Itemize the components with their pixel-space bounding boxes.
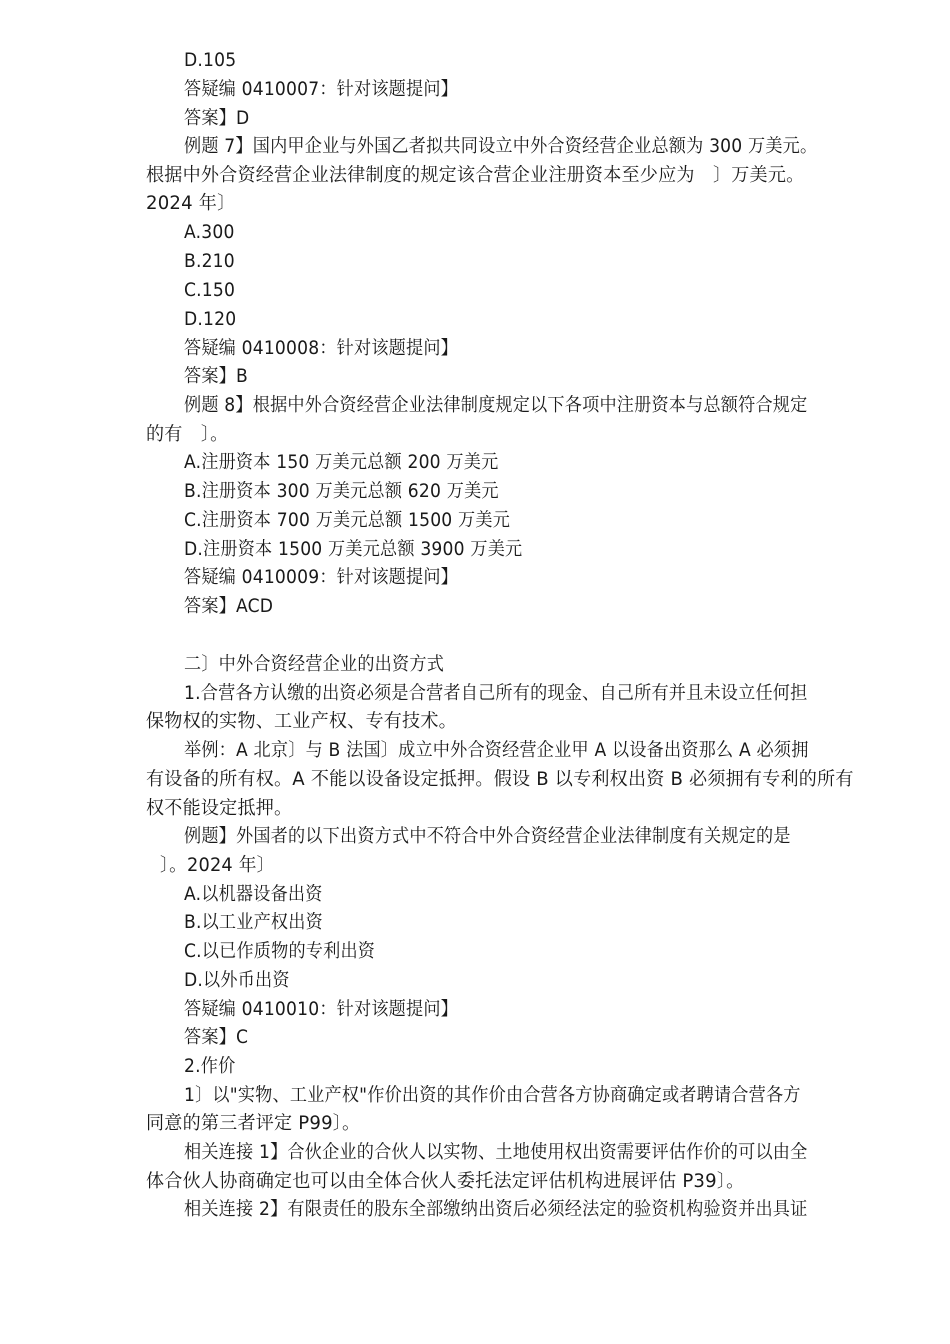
text-line: 相关连接 2】有限责任的股东全部缴纳出资后必须经法定的验资机构验资并出具证 [184, 1199, 808, 1220]
answer-line: 答案】B [184, 366, 248, 387]
option-d: D.注册资本 1500 万美元总额 3900 万美元 [184, 539, 523, 560]
text-line: 答案】D [184, 108, 250, 129]
text-line: 的有 〕。 [146, 424, 229, 445]
text-line: 根据中外合资经营企业法律制度的规定该合营企业注册资本至少应为 〕万美元。 [146, 165, 805, 186]
text-line: 答疑编 0410009：针对该题提问】 [184, 567, 459, 588]
text-line: 体合伙人协商确定也可以由全体合伙人委托法定评估机构进展评估 P39〕。 [146, 1171, 745, 1192]
text-line: 〕。2024 年〕 [160, 855, 275, 876]
option-c: C.以已作质物的专利出资 [184, 941, 376, 962]
text-line: 1.合营各方认缴的出资必须是合营者自己所有的现金、自己所有并且未设立任何担 [184, 683, 808, 704]
option-b: B.210 [184, 251, 235, 272]
answer-line: 答案】C [184, 1027, 249, 1048]
option-c: C.150 [184, 280, 236, 301]
text-line: 同意的第三者评定 P99〕。 [146, 1113, 361, 1134]
text-line: 有设备的所有权。A 不能以设备设定抵押。假设 B 以专利权出资 B 必须拥有专利的所有 [146, 769, 854, 790]
text-line: 答疑编 0410007：针对该题提问】 [184, 79, 459, 100]
text-line: 例题】外国者的以下出资方式中不符合中外合资经营企业法律制度有关规定的是 [184, 826, 791, 847]
text-line: D.105 [184, 50, 237, 71]
option-b: B.以工业产权出资 [184, 912, 323, 933]
text-line: 权不能设定抵押。 [146, 798, 293, 819]
text-line: 举例：A 北京〕与 B 法国〕成立中外合资经营企业甲 A 以设备出资那么 A 必须拥 [184, 740, 809, 761]
text-line: 答疑编 0410010：针对该题提问】 [184, 999, 459, 1020]
text-line: 例题 7】国内甲企业与外国乙者拟共同设立中外合资经营企业总额为 300 万美元。 [184, 136, 818, 157]
option-a: A.300 [184, 222, 235, 243]
text-line: 1〕以"实物、工业产权"作价出资的其作价由合营各方协商确定或者聘请合营各方 [184, 1085, 801, 1106]
text-line: 例题 8】根据中外合资经营企业法律制度规定以下各项中注册资本与总额符合规定 [184, 395, 808, 416]
answer-line: 答案】ACD [184, 596, 274, 617]
text-line: 2.作价 [184, 1056, 236, 1077]
option-a: A.注册资本 150 万美元总额 200 万美元 [184, 452, 499, 473]
option-c: C.注册资本 700 万美元总额 1500 万美元 [184, 510, 511, 531]
text-line: 2024 年〕 [146, 193, 236, 214]
option-d: D.以外币出资 [184, 970, 290, 991]
option-b: B.注册资本 300 万美元总额 620 万美元 [184, 481, 499, 502]
section-heading: 二〕中外合资经营企业的出资方式 [184, 654, 445, 675]
option-d: D.120 [184, 309, 237, 330]
option-a: A.以机器设备出资 [184, 884, 323, 905]
text-line: 相关连接 1】合伙企业的合伙人以实物、土地使用权出资需要评估作价的可以由全 [184, 1142, 808, 1163]
text-line: 保物权的实物、工业产权、专有技术。 [146, 711, 457, 732]
text-line: 答疑编 0410008：针对该题提问】 [184, 338, 459, 359]
